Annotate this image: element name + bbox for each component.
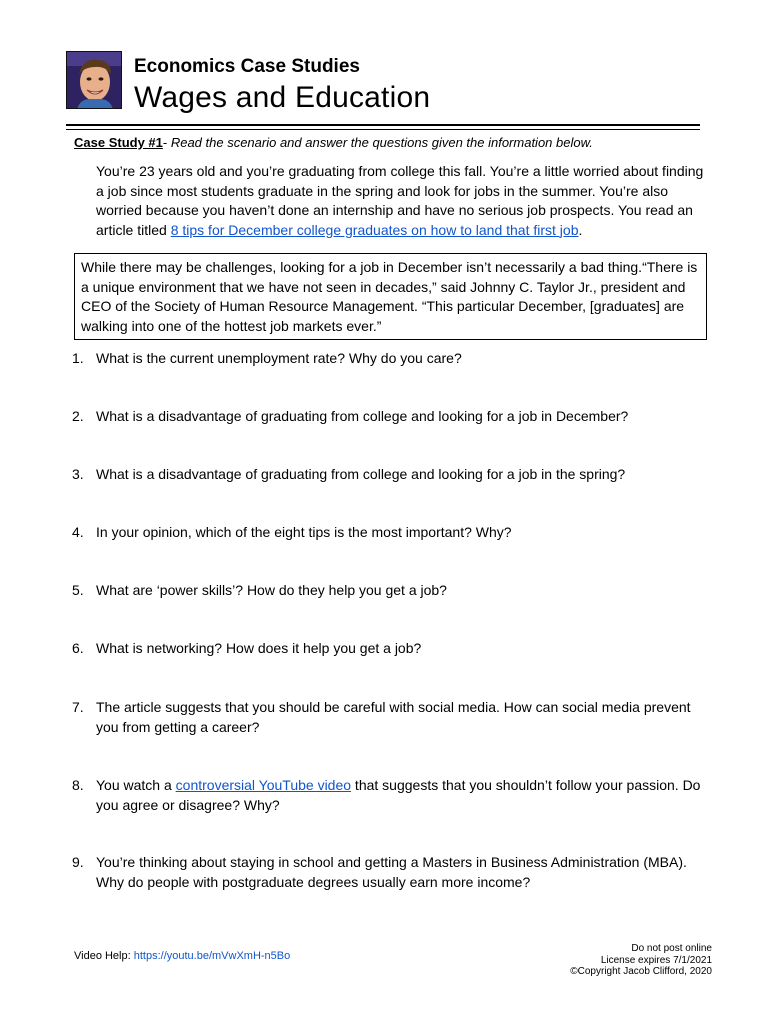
video-help-label: Video Help: bbox=[74, 950, 134, 962]
license-info bbox=[570, 943, 712, 978]
case-study-heading bbox=[74, 135, 593, 150]
author-photo bbox=[66, 51, 122, 109]
question-text: What are ‘power skills’? How do they help you get a job? bbox=[96, 582, 447, 598]
article-quote: While there may be challenges, looking for a job in December isn’t necessarily a bad thing.“There is a unique environment that we have not seen in decades,” said Johnny C. Taylor Jr., president and CEO of the Society of Human Resource Management. “This particular December, [graduates] are walking into one of the hottest job markets ever.” bbox=[81, 259, 698, 334]
scenario-text-end: . bbox=[578, 221, 583, 238]
question-number: 6. bbox=[72, 640, 84, 656]
question-text: What is networking? How does it help you get a job? bbox=[96, 640, 422, 656]
question-number: 1. bbox=[72, 350, 84, 366]
title-rule-thin bbox=[66, 129, 700, 130]
question-number: 5. bbox=[72, 582, 84, 598]
video-help-link[interactable]: https://youtu.be/mVwXmH-n5Bo bbox=[133, 950, 291, 962]
question-text-start: You watch a bbox=[96, 777, 176, 793]
series-subtitle: Economics Case Studies bbox=[134, 56, 360, 77]
question-text: What is a disadvantage of graduating from college and looking for a job in December? bbox=[96, 408, 629, 424]
question-text: What is the current unemployment rate? Why do you care? bbox=[96, 350, 462, 366]
question-number: 9. bbox=[72, 854, 84, 870]
question-text-end: that suggests that you shouldn’t follow your passion. Do you agree or disagree? Why? bbox=[96, 777, 701, 813]
question-number: 8. bbox=[72, 777, 84, 793]
case-study-label: Case Study #1 bbox=[74, 135, 163, 150]
header bbox=[66, 51, 706, 113]
question-text: In your opinion, which of the eight tips is the most important? Why? bbox=[96, 524, 512, 540]
do-not-post-notice: Do not post online bbox=[631, 943, 712, 954]
scenario-text: You’re 23 years old and you’re graduating from college this fall. You’re a little worried about finding a job since most students graduate in the spring and look for jobs in the summer. You’re also worried because you haven’t done an internship and have no serious job prospects. You read an article titled bbox=[96, 163, 704, 238]
question-number: 4. bbox=[72, 524, 84, 540]
video-help bbox=[74, 950, 290, 962]
question-number: 7. bbox=[72, 699, 84, 715]
question-text: The article suggests that you should be careful with social media. How can social media prevent you from getting a career? bbox=[96, 699, 691, 735]
question-text: You’re thinking about staying in school and getting a Masters in Business Administration (MBA). Why do people with postgraduate degrees usually earn more income? bbox=[96, 854, 687, 890]
case-study-separator: - bbox=[162, 135, 171, 150]
youtube-video-link[interactable]: controversial YouTube video bbox=[175, 777, 352, 793]
article-quote-box bbox=[74, 253, 707, 340]
page-title: Wages and Education bbox=[134, 81, 431, 114]
question-text: What is a disadvantage of graduating from college and looking for a job in the spring? bbox=[96, 466, 626, 482]
case-study-instructions: Read the scenario and answer the questions given the information below. bbox=[170, 135, 593, 150]
question-text bbox=[96, 776, 706, 815]
question-number: 2. bbox=[72, 408, 84, 424]
copyright: ©Copyright Jacob Clifford, 2020 bbox=[570, 966, 712, 977]
scenario-paragraph bbox=[96, 162, 712, 240]
question-number: 3. bbox=[72, 466, 84, 482]
article-link[interactable]: 8 tips for December college graduates on how to land that first job bbox=[170, 221, 579, 238]
license-expiry: License expires 7/1/2021 bbox=[600, 954, 712, 966]
title-rule-thick bbox=[66, 124, 700, 126]
